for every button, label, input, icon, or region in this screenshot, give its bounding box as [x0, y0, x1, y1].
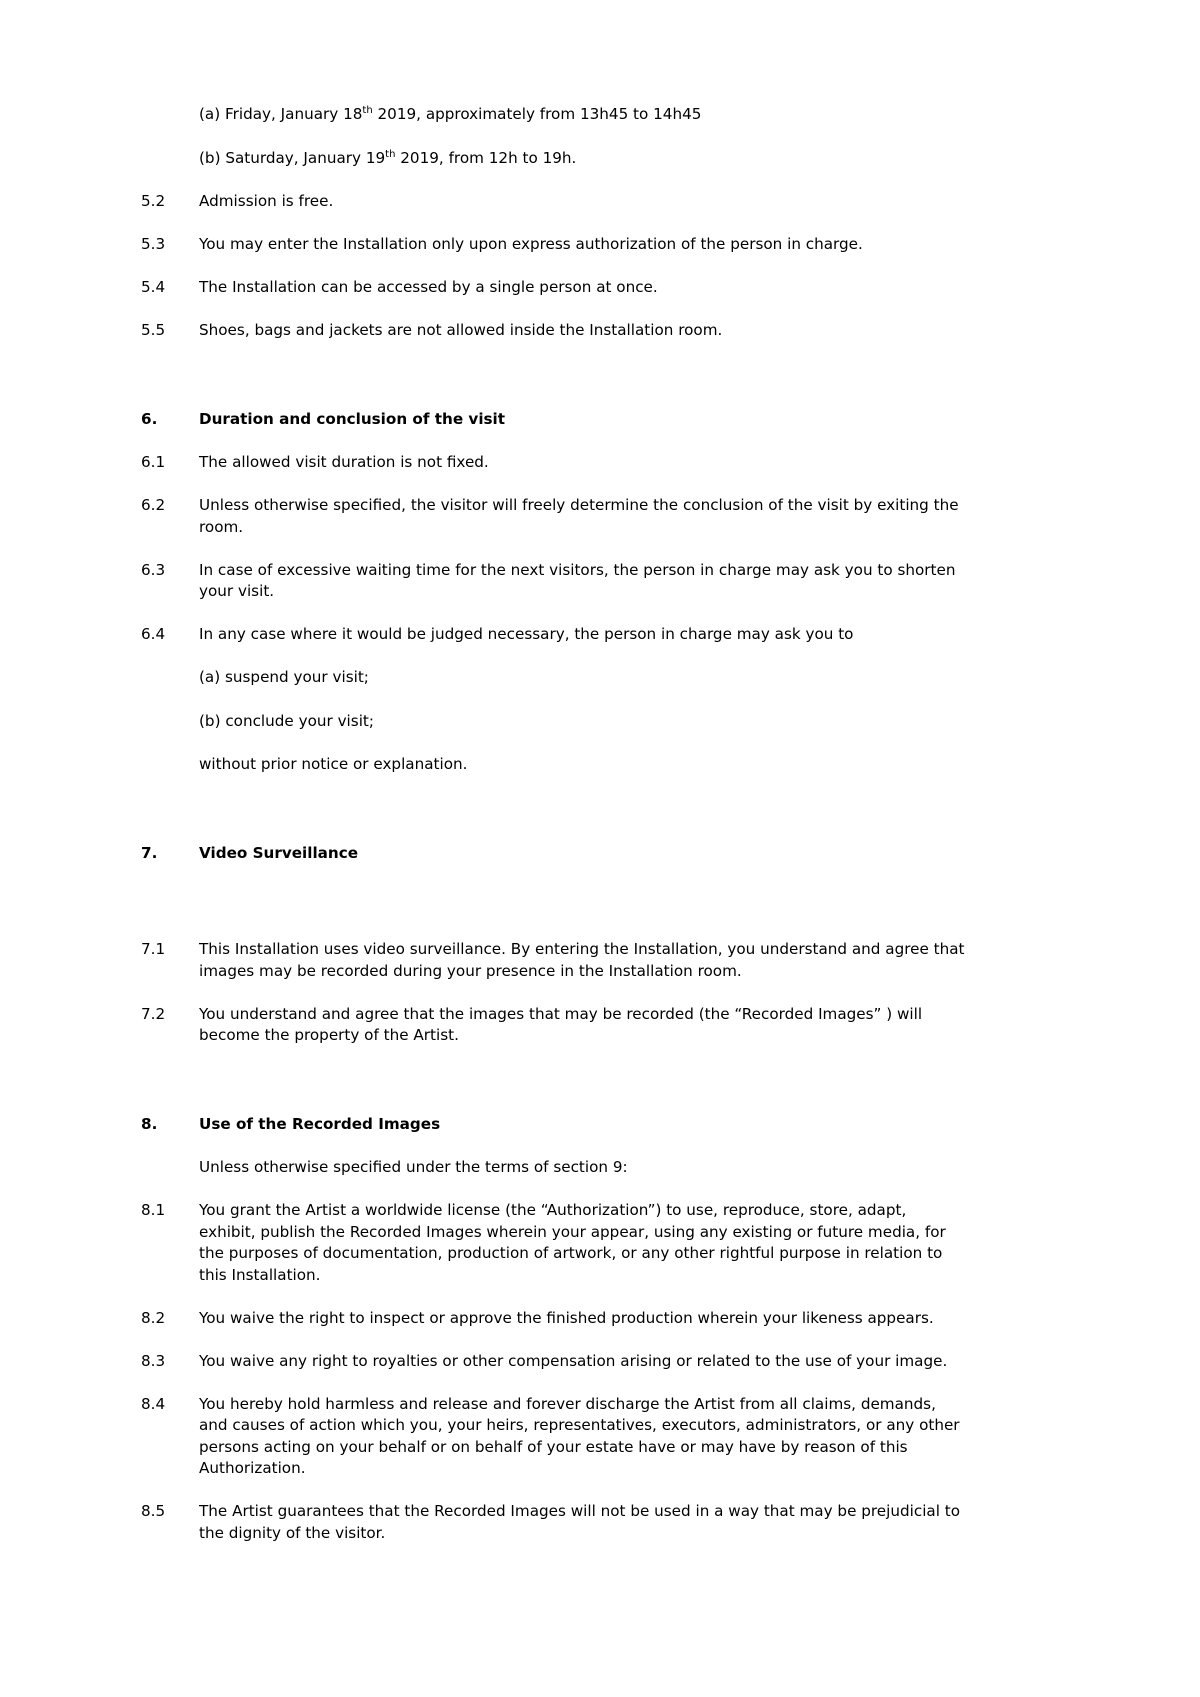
clause-8-3-text: You waive any right to royalties or other compensation arising or related to the use of your image.	[199, 1351, 948, 1370]
clause-6-3-text: In case of excessive waiting time for the next visitors, the person in charge may ask you to shorten your visit.	[199, 560, 956, 600]
clause-7-2	[141, 1004, 965, 1047]
section-6-heading-number: 6.	[141, 410, 158, 428]
section-8-heading-number: 8.	[141, 1115, 158, 1133]
clause-5-5	[141, 320, 965, 342]
clause-7-1-text: This Installation uses video surveillance. By entering the Installation, you understand and agree that images may be recorded during your presence in the Installation room.	[199, 940, 965, 980]
spacer-before-section-7	[141, 797, 965, 843]
clause-6-2-number: 6.2	[141, 496, 166, 514]
clause-6-4-b: (b) conclude your visit;	[199, 711, 374, 730]
section-8-heading	[141, 1114, 965, 1136]
clause-7-2-text: You understand and agree that the images that may be recorded (the “Recorded Images” ) will become the property of the Artist.	[199, 1004, 923, 1044]
clause-5-1-b-text-tail: 2019, from 12h to 19h.	[395, 148, 577, 167]
spacer-after-section-7-heading	[141, 886, 965, 939]
clause-5-3-number: 5.3	[141, 235, 166, 253]
section-7-heading-text: Video Surveillance	[199, 844, 359, 862]
clause-5-5-text: Shoes, bags and jackets are not allowed inside the Installation room.	[199, 321, 723, 339]
clause-6-4	[141, 624, 965, 646]
clause-5-1-a-ordinal-suffix: th	[362, 104, 373, 116]
clause-8-2-number: 8.2	[141, 1308, 166, 1327]
section-7-heading	[141, 843, 965, 865]
clause-5-4-number: 5.4	[141, 278, 166, 296]
clause-6-3-number: 6.3	[141, 560, 166, 579]
clause-6-4-text: In any case where it would be judged necessary, the person in charge may ask you to	[199, 625, 854, 643]
clause-5-1-b-text-lead: (b) Saturday, January 19	[199, 148, 386, 167]
clause-5-2-number: 5.2	[141, 192, 166, 210]
clause-5-2	[141, 191, 965, 213]
clause-7-1	[141, 939, 965, 982]
clause-6-3	[141, 560, 965, 603]
section-6-heading	[141, 409, 965, 431]
clause-5-4-text: The Installation can be accessed by a single person at once.	[199, 278, 658, 296]
clause-5-5-number: 5.5	[141, 321, 166, 339]
clause-6-1-text: The allowed visit duration is not fixed.	[199, 453, 489, 471]
clause-5-1-b-ordinal-suffix: th	[385, 148, 396, 160]
clause-8-1-number: 8.1	[141, 1201, 166, 1219]
clause-8-1	[141, 1200, 965, 1286]
clause-8-3	[141, 1351, 965, 1373]
clause-6-2-text: Unless otherwise specified, the visitor will freely determine the conclusion of the visit by exiting the room.	[199, 496, 959, 536]
clause-6-4-number: 6.4	[141, 625, 166, 643]
clause-5-3-text: You may enter the Installation only upon express authorization of the person in charge.	[199, 235, 863, 253]
clause-5-1-b	[141, 148, 965, 170]
clause-8-2-text: You waive the right to inspect or approve the finished production wherein your likeness appears.	[199, 1308, 934, 1327]
clause-6-1-number: 6.1	[141, 453, 166, 471]
clause-6-2	[141, 495, 965, 538]
clause-8-5-text: The Artist guarantees that the Recorded Images will not be used in a way that may be prejudicial to the dignity of the visitor.	[199, 1502, 961, 1542]
clause-5-1-a-text-tail: 2019, approximately from 13h45 to 14h45	[372, 105, 702, 123]
spacer-before-section-6	[141, 363, 965, 409]
clause-5-3	[141, 234, 965, 256]
clause-5-2-text: Admission is free.	[199, 192, 334, 210]
clause-7-1-number: 7.1	[141, 940, 166, 958]
section-8-intro: Unless otherwise specified under the terms of section 9:	[199, 1158, 628, 1176]
clause-7-2-number: 7.2	[141, 1004, 166, 1023]
clause-8-4	[141, 1394, 965, 1480]
section-6-heading-text: Duration and conclusion of the visit	[199, 410, 506, 428]
section-8-heading-text: Use of the Recorded Images	[199, 1115, 441, 1133]
clause-8-4-text: You hereby hold harmless and release and forever discharge the Artist from all claims, demands, and causes of action which you, your heirs, representatives, executors, administrators, or any other persons acting on your behalf or on behalf of your estate have or may have by reason of this Authorization.	[199, 1394, 960, 1477]
clause-5-4	[141, 277, 965, 299]
clause-8-4-number: 8.4	[141, 1394, 166, 1413]
clause-6-4-closing: without prior notice or explanation.	[199, 755, 468, 773]
clause-6-4-a: (a) suspend your visit;	[199, 668, 369, 686]
clause-8-5	[141, 1501, 965, 1544]
spacer-before-section-8	[141, 1068, 965, 1114]
section-7-heading-number: 7.	[141, 844, 158, 862]
clause-8-5-number: 8.5	[141, 1502, 166, 1520]
clause-8-3-number: 8.3	[141, 1351, 166, 1370]
clause-8-2	[141, 1308, 965, 1330]
clause-8-1-text: You grant the Artist a worldwide license (the “Authorization”) to use, reproduce, store, adapt, exhibit, publish the Recorded Images wherein your appear, using any existing or future media, for the purposes of documentation, production of artwork, or any other rightful purpose in relation to this Installation.	[199, 1201, 946, 1284]
document-body	[141, 104, 965, 1566]
clause-5-1-a-text-lead: (a) Friday, January 18	[199, 105, 363, 123]
clause-5-1-a	[141, 104, 965, 126]
clause-6-1	[141, 452, 965, 474]
